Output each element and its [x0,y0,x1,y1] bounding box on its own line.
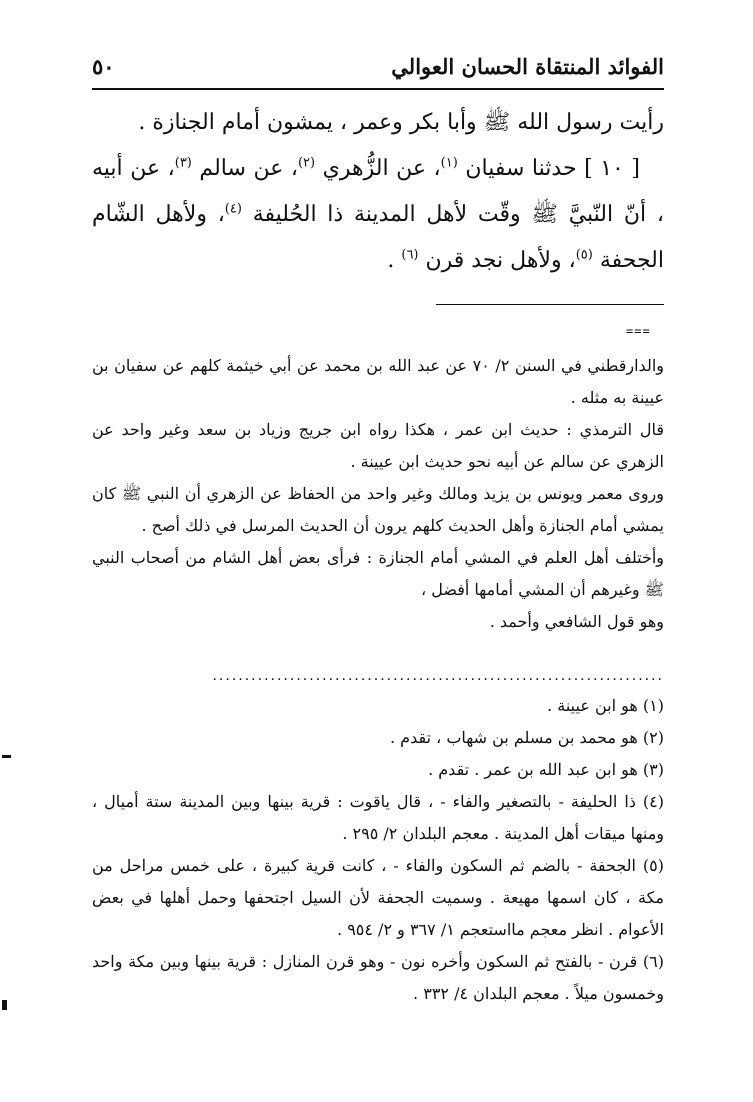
hadith-text: ، عن سالم [199,156,298,181]
scan-margin-mark [2,1000,7,1010]
hadith-text: ، ولأهل الشّام الجحفة [92,202,664,273]
footnote-item [92,850,664,946]
footnote-text: قرن - بالفتح ثم السكون وأخره نون - وهو قرن المنازل : قرية بينها وبين مكة واحد وخمسون ميلاً . معجم البلدان ٤/ ٣٣٢ . [92,952,664,1003]
header-rule [92,88,664,90]
page-number: ٥٠ [92,54,115,79]
page-header [92,48,664,88]
footnote-item [92,690,664,722]
footnote-number: (٦) [642,952,665,971]
note-paragraph: قال الترمذي : حديث ابن عمر ، هكذا رواه ابن جريج وزياد بن سعد وغير واحد عن الزهري عن سالم عن أبيه نحو حديث ابن عيينة . [92,420,664,471]
hadith-paragraph [92,146,664,284]
hadith-text: [ ١٠ ] حدثنا سفيان [465,156,640,181]
footnote-item [92,754,664,786]
footnote-text: هو ابن عيينة . [547,696,638,715]
note-paragraph: وأختلف أهل العلم في المشي أمام الجنازة : فرأى بعض أهل الشام من أصحاب النبي ﷺ وغيرهم أن المشي أمامها أفضل ، [92,548,664,599]
running-title: الفوائد المنتقاة الحسان العوالي [391,54,664,79]
footnote-ref: (٦) [401,247,419,263]
footnote-text: هو محمد بن مسلم بن شهاب ، تقدم . [390,728,638,747]
main-line-1: رأيت رسول الله ﷺ وأبا بكر وعمر ، يمشون أمام الجنازة . [138,110,664,135]
dotted-separator: ...................................................................... [212,668,664,684]
hadith-text: ، عن أبيه ، أنّ النّبيَّ ﷺ وقّت لأهل المدينة ذا الحُليفة [92,156,664,227]
scan-margin-mark [2,755,11,758]
footnote-ref: (٤) [224,201,242,217]
note-paragraph: وهو قول الشافعي وأحمد . [489,612,664,631]
footnote-number: (٢) [642,728,664,747]
footnote-item [92,722,664,754]
footnote-ref: (٢) [297,155,316,171]
note-paragraph: وروى معمر ويونس بن يزيد ومالك وغير واحد من الحفاظ عن الزهري أن النبي ﷺ كان يمشي أمام الجنازة وأهل الحديث كلهم يرون أن الحديث المرسل في ذلك أصح . [92,484,664,535]
continuation-mark: === [626,324,651,338]
hadith-text: ، ولأهل نجد قرن [425,248,576,273]
note-paragraph: والدارقطني في السنن ٢/ ٧٠ عن عبد الله بن محمد عن أبي خيثمة كلهم عن سفيان بن عيينة به مثله . [92,356,664,407]
footnote-item [92,946,664,1010]
footnote-text: هو ابن عبد الله بن عمر . تقدم . [428,760,638,779]
footnote-number: (٥) [642,856,665,875]
footnote-text: ذا الحليفة - بالتصغير والفاء - ، قال ياقوت : قرية بينها وبين المدينة ستة أميال ، ومنها ميقات أهل المدينة . معجم البلدان ٢/ ٢٩٥ . [92,792,664,843]
footnote-ref: (٥) [575,247,593,263]
continued-notes [92,350,664,638]
footnote-number: (٣) [642,760,664,779]
footnotes [92,690,664,1010]
footnote-number: (١) [642,696,664,715]
main-text [92,100,664,284]
footnote-item [92,786,664,850]
footnote-ref: (٣) [174,155,192,171]
footnote-separator [436,304,664,305]
footnote-text: الجحفة - بالضم ثم السكون والفاء - ، كانت قرية كبيرة ، على خمس مراحل من مكة ، كان اسمها مهيعة . وسميت الجحفة لأن السيل اجتحفها وحمل أهلها في بعض الأعوام . انظر معجم مااستعجم ١/ ٣٦٧ و ٢/ ٩٥٤ . [92,856,664,939]
footnote-ref: (١) [440,155,458,171]
hadith-text: ، عن الزُّهري [322,156,441,181]
footnote-number: (٤) [642,792,665,811]
hadith-text: . [387,248,402,273]
